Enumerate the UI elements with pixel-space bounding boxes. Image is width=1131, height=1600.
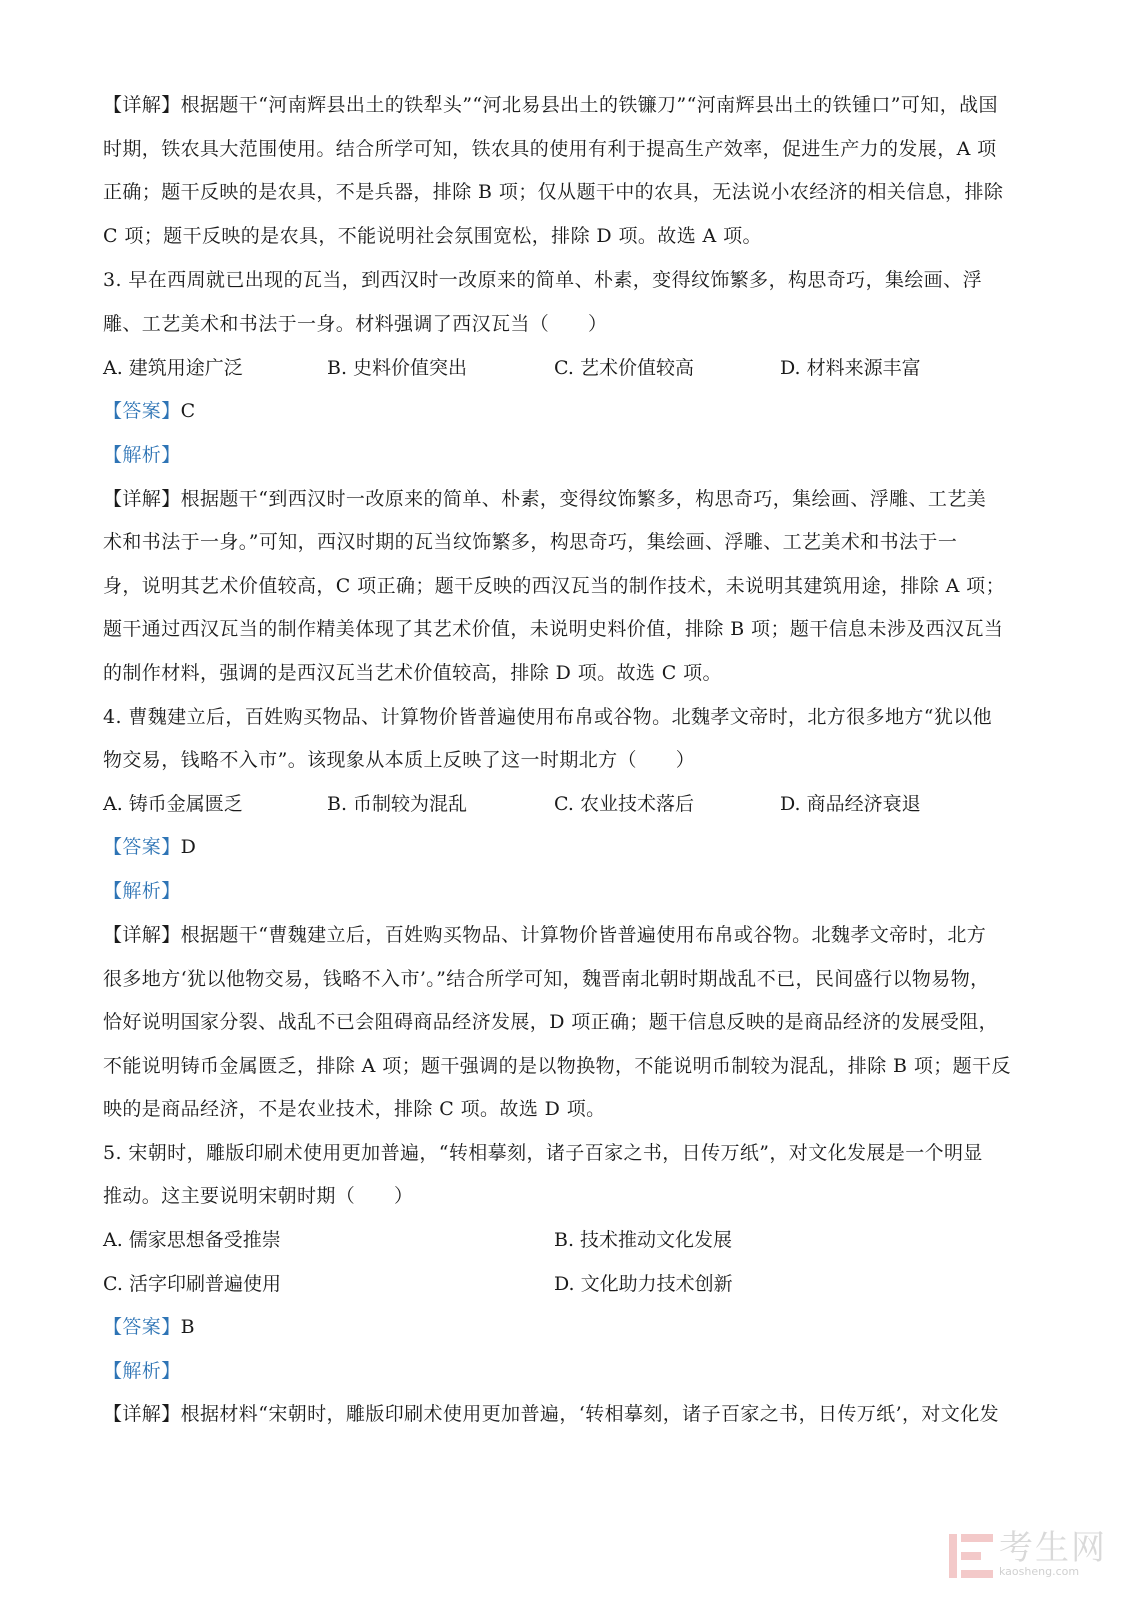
answer-value: B <box>180 1316 195 1338</box>
option-a: A. 儒家思想备受推崇 <box>103 1229 281 1251</box>
detail-label: 【详解】 <box>103 488 181 510</box>
detail-line: 题干通过西汉瓦当的制作精美体现了其艺术价值，未说明史料价值，排除 B 项；题干信息未涉及西汉瓦当 <box>103 618 1004 640</box>
option-a: A. 建筑用途广泛 <box>103 357 243 379</box>
detail-line: 很多地方‘犹以他物交易，钱略不入市’。”结合所学可知，魏晋南北朝时期战乱不已，民间盛行以物易物， <box>103 968 990 990</box>
answer-value: D <box>180 836 197 858</box>
detail-line: 映的是商品经济，不是农业技术，排除 C 项。故选 D 项。 <box>103 1098 606 1120</box>
option-b: B. 技术推动文化发展 <box>554 1229 733 1251</box>
question-stem: 推动。这主要说明宋朝时期（ ） <box>103 1185 414 1207</box>
answer-value: C <box>180 400 196 422</box>
watermark-logo-icon <box>949 1534 993 1578</box>
option-a: A. 铸币金属匮乏 <box>103 793 243 815</box>
option-c: C. 农业技术落后 <box>554 793 694 815</box>
analysis-line <box>103 1357 1035 1385</box>
option-b: B. 史料价值突出 <box>327 357 468 379</box>
answer-line <box>103 397 1035 425</box>
detail-line: 不能说明铸币金属匮乏，排除 A 项；题干强调的是以物换物，不能说明币制较为混乱，排除 B 项；题干反 <box>103 1055 1011 1077</box>
watermark-title: 考生网 <box>999 1528 1107 1568</box>
question-stem: 物交易，钱略不入市”。该现象从本质上反映了这一时期北方（ ） <box>103 749 696 771</box>
answer-line <box>103 1313 1035 1341</box>
watermark <box>949 1530 1107 1578</box>
detail-line: 【详解】根据材料“宋朝时，雕版印刷术使用更加普遍，‘转相摹刻，诸子百家之书，日传万纸’，对文化发 <box>103 1403 1000 1425</box>
answer-line <box>103 833 1035 861</box>
detail-label: 【详解】 <box>103 924 181 946</box>
analysis-label: 【解析】 <box>103 1360 181 1382</box>
detail-line: 恰好说明国家分裂、战乱不已会阻碍商品经济发展，D 项正确；题干信息反映的是商品经济的发展受阻， <box>103 1011 999 1033</box>
detail-line: 【详解】根据题干“河南辉县出土的铁犁头”“河北易县出土的铁镰刀”“河南辉县出土的铁锺口”可知，战国 <box>103 94 998 116</box>
watermark-url: kaosheng.com <box>999 1565 1080 1578</box>
option-c: C. 活字印刷普遍使用 <box>103 1273 281 1295</box>
detail-line: 正确；题干反映的是农具，不是兵器，排除 B 项；仅从题干中的农具，无法说小农经济的相关信息，排除 <box>103 181 1004 203</box>
option-d: D. 商品经济衰退 <box>780 793 921 815</box>
detail-line: 的制作材料，强调的是西汉瓦当艺术价值较高，排除 D 项。故选 C 项。 <box>103 662 722 684</box>
analysis-line <box>103 441 1035 469</box>
answer-label: 【答案】 <box>103 400 181 422</box>
question-stem: 4. 曹魏建立后，百姓购买物品、计算物价皆普遍使用布帛或谷物。北魏孝文帝时，北方很多地方“犹以他 <box>103 706 993 728</box>
option-c: C. 艺术价值较高 <box>554 357 694 379</box>
detail-line: 【详解】根据题干“到西汉时一改原来的简单、朴素，变得纹饰繁多，构思奇巧，集绘画、浮雕、工艺美 <box>103 488 987 510</box>
answer-label: 【答案】 <box>103 1316 181 1338</box>
option-d: D. 材料来源丰富 <box>780 357 921 379</box>
detail-line: 时期，铁农具大范围使用。结合所学可知，铁农具的使用有利于提高生产效率，促进生产力的发展，A 项 <box>103 138 997 160</box>
detail-label: 【详解】 <box>103 94 181 116</box>
analysis-label: 【解析】 <box>103 444 181 466</box>
analysis-label: 【解析】 <box>103 880 181 902</box>
question-stem: 雕、工艺美术和书法于一身。材料强调了西汉瓦当（ ） <box>103 313 608 335</box>
detail-label: 【详解】 <box>103 1403 181 1425</box>
answer-label: 【答案】 <box>103 836 181 858</box>
detail-line: 【详解】根据题干“曹魏建立后，百姓购买物品、计算物价皆普遍使用布帛或谷物。北魏孝文帝时，北方 <box>103 924 987 946</box>
analysis-line <box>103 877 1035 905</box>
option-d: D. 文化助力技术创新 <box>554 1273 733 1295</box>
question-stem: 5. 宋朝时，雕版印刷术使用更加普遍，“转相摹刻，诸子百家之书，日传万纸”，对文化发展是一个明显 <box>103 1142 983 1164</box>
detail-line: C 项；题干反映的是农具，不能说明社会氛围宽松，排除 D 项。故选 A 项。 <box>103 225 762 247</box>
option-b: B. 币制较为混乱 <box>327 793 468 815</box>
question-stem: 3. 早在西周就已出现的瓦当，到西汉时一改原来的简单、朴素，变得纹饰繁多，构思奇巧，集绘画、浮 <box>103 269 982 291</box>
detail-line: 身，说明其艺术价值较高，C 项正确；题干反映的西汉瓦当的制作技术，未说明其建筑用途，排除 A 项； <box>103 575 1005 597</box>
detail-line: 术和书法于一身。”可知，西汉时期的瓦当纹饰繁多，构思奇巧，集绘画、浮雕、工艺美术和书法于一 <box>103 531 958 553</box>
